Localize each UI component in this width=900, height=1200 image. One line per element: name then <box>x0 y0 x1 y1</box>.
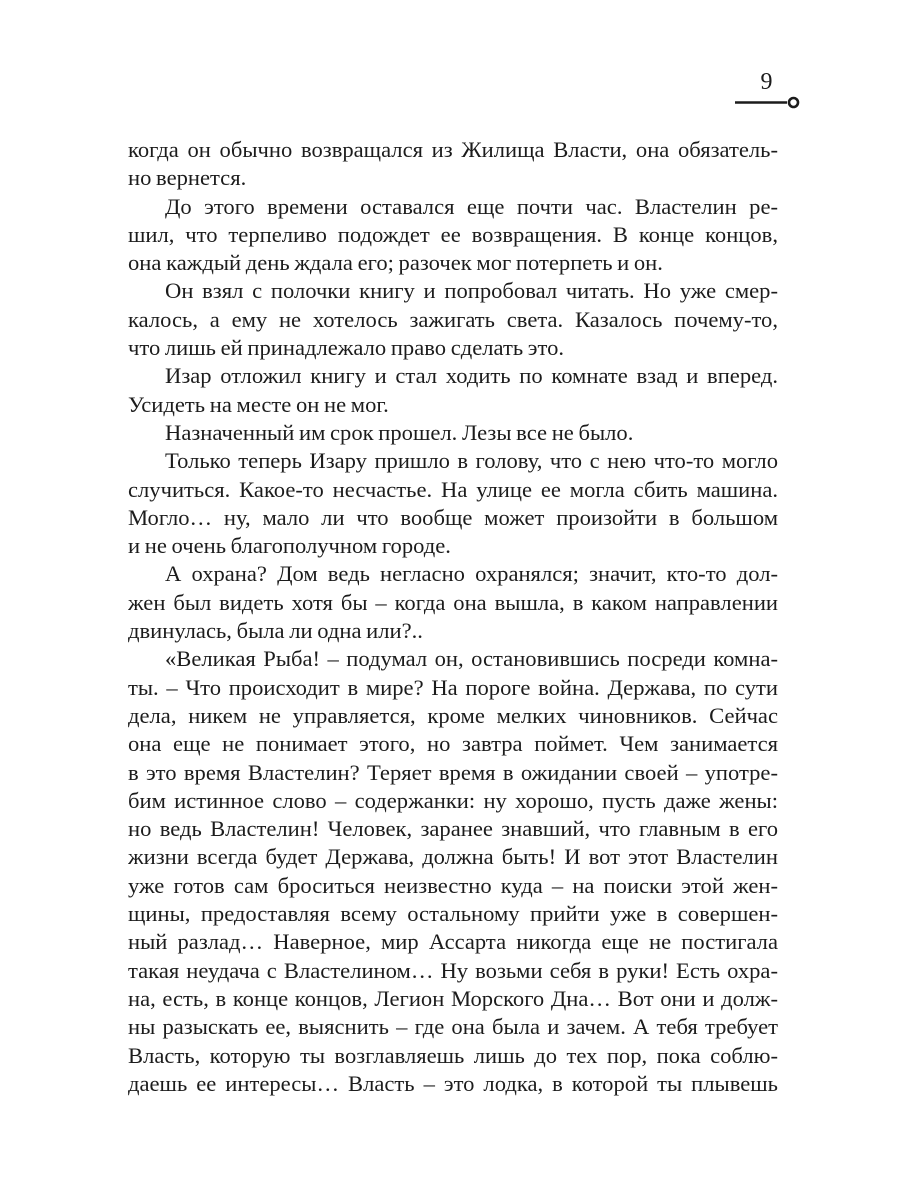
text-line: шил, что терпеливо подождет ее возвращения. В конце концов, <box>128 221 778 247</box>
text-line: она каждый день ждала его; разочек мог потерпеть и он. <box>128 250 663 276</box>
text-line: на, есть, в конце концов, Легион Морского Дна… Вот они и долж- <box>128 985 778 1011</box>
paragraph <box>128 362 778 419</box>
text-line: даешь ее интересы… Власть – это лодка, в которой ты плывешь <box>128 1070 778 1096</box>
text-line: Назначенный им срок прошел. Лезы все не было. <box>165 419 634 445</box>
text-line: ты. – Что происходит в мире? На пороге война. Держава, по сути <box>128 674 778 700</box>
text-line: «Великая Рыба! – подумал он, остановившись посреди комна- <box>165 646 778 672</box>
text-line: что лишь ей принадлежало право сделать это. <box>128 335 565 361</box>
text-line: но ведь Властелин! Человек, заранее знавший, что главным в его <box>128 816 778 842</box>
text-line: Изар отложил книгу и стал ходить по комнате взад и вперед. <box>165 363 778 389</box>
text-line: такая неудача с Властелином… Ну возьми себя в руки! Есть охра- <box>128 957 778 983</box>
text-line: но вернется. <box>128 165 247 191</box>
text-line: Только теперь Изару пришло в голову, что с нею что-то могло <box>165 448 778 474</box>
text-line: калось, а ему не хотелось зажигать света. Казалось почему-то, <box>128 306 778 332</box>
text-line: жизни всегда будет Держава, должна быть! И вот этот Властелин <box>128 844 778 870</box>
text-block <box>128 136 778 1098</box>
paragraph <box>128 136 778 193</box>
paragraph <box>128 645 778 1098</box>
text-line: дела, никем не управляется, кроме мелких чиновников. Сейчас <box>128 702 778 728</box>
page-number: 9 <box>760 69 773 95</box>
text-line: уже готов сам броситься неизвестно куда – на поиски этой жен- <box>128 872 778 898</box>
paragraph <box>128 193 778 278</box>
page-number-rule-icon <box>734 95 804 110</box>
text-line: А охрана? Дом ведь негласно охранялся; значит, кто-то дол- <box>165 561 778 587</box>
text-line: когда он обычно возвращался из Жилища Власти, она обязатель- <box>128 137 778 162</box>
paragraph <box>128 419 778 447</box>
text-line: щины, предоставляя всему остальному прийти уже в совершен- <box>128 901 778 927</box>
text-line: ны разыскать ее, выяснить – где она была и зачем. А тебя требует <box>128 1014 778 1040</box>
text-line: в это время Властелин? Теряет время в ожидании своей – употре- <box>128 759 778 785</box>
paragraph <box>128 560 778 645</box>
paragraph <box>128 277 778 362</box>
text-line: бим истинное слово – содержанки: ну хорошо, пусть даже жены: <box>128 787 778 813</box>
text-line: случиться. Какое-то несчастье. На улице ее могла сбить машина. <box>128 476 778 502</box>
text-line: До этого времени оставался еще почти час. Властелин ре- <box>165 193 778 219</box>
text-line: она еще не понимает этого, но завтра поймет. Чем занимается <box>128 731 778 757</box>
text-line: Усидеть на месте он не мог. <box>128 391 389 417</box>
text-line: двинулась, была ли одна или?.. <box>128 618 423 644</box>
text-line: Власть, которую ты возглавляешь лишь до тех пор, пока соблю- <box>128 1042 778 1068</box>
text-line: и не очень благополучном городе. <box>128 533 451 559</box>
text-line: жен был видеть хотя бы – когда она вышла, в каком направлении <box>128 589 778 615</box>
text-line: Могло… ну, мало ли что вообще может произойти в большом <box>128 504 778 530</box>
paragraph <box>128 447 778 560</box>
text-line: Он взял с полочки книгу и попробовал читать. Но уже смер- <box>165 278 778 304</box>
text-line: ный разлад… Наверное, мир Ассарта никогда еще не постигала <box>128 929 778 955</box>
